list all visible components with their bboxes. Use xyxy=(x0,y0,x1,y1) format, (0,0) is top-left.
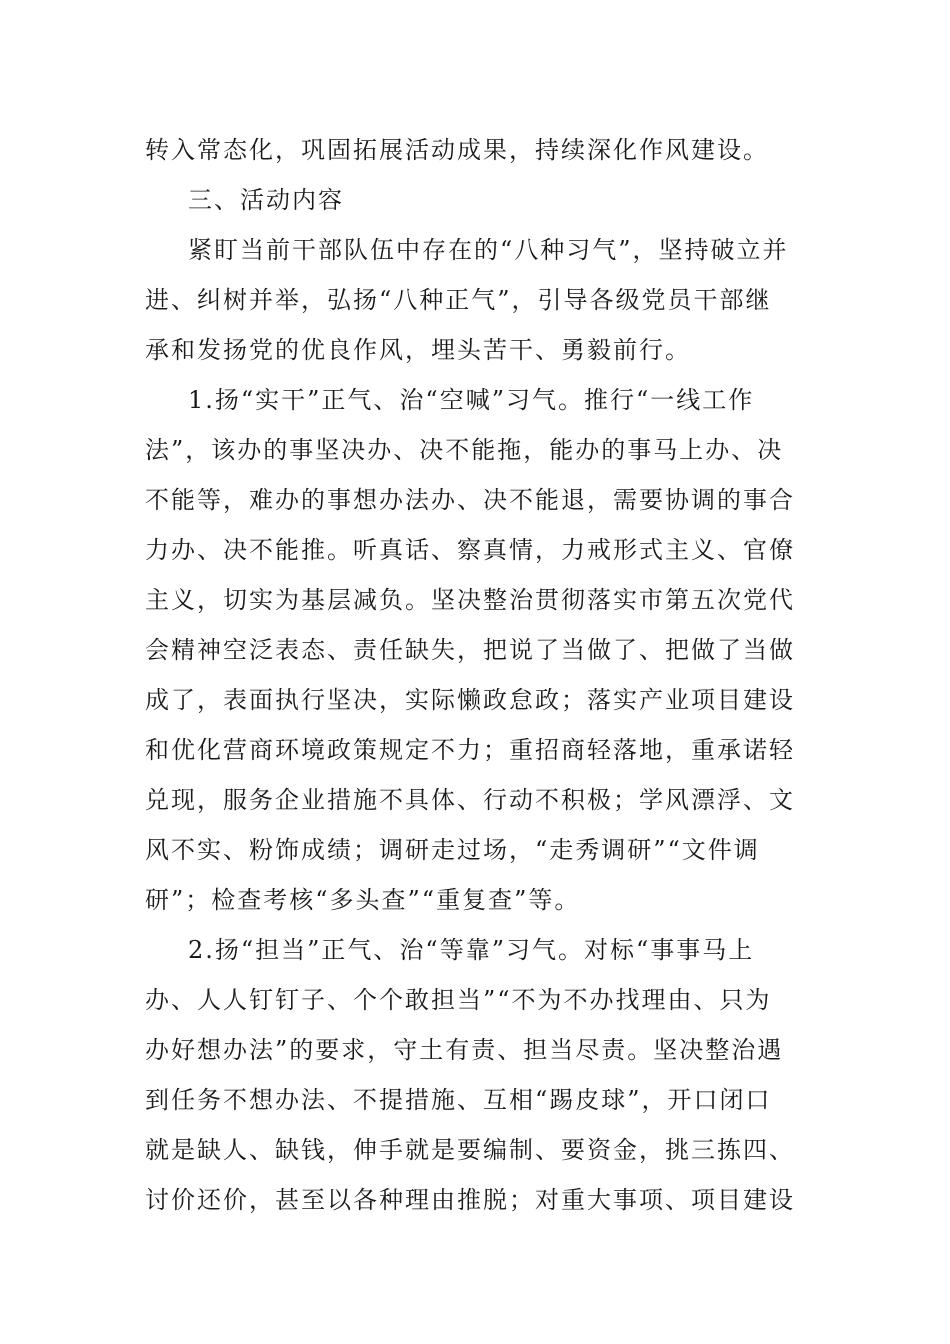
text-line: 进、纠树并举，弘扬“八种正气”，引导各级党员干部继 xyxy=(145,286,772,314)
text-line: 办好想办法”的要求，守土有责、担当尽责。坚决整治遇 xyxy=(145,1036,784,1064)
text-line: 1.扬“实干”正气、治“空喊”习气。推行“一线工作 xyxy=(188,386,755,414)
text-line: 法”，该办的事坚决办、决不能拖，能办的事马上办、决 xyxy=(145,436,784,464)
text-line: 研”；检查考核“多头查”“重复查”等。 xyxy=(145,886,581,914)
section-heading: 三、活动内容 xyxy=(188,186,344,214)
text-line: 转入常态化，巩固拓展活动成果，持续深化作风建设。 xyxy=(145,136,769,164)
text-line: 主义，切实为基层减负。坚决整治贯彻落实市第五次党代 xyxy=(145,586,795,614)
text-line: 风不实、粉饰成绩；调研走过场，“走秀调研”“文件调 xyxy=(145,836,760,864)
text-line: 兑现，服务企业措施不具体、行动不积极；学风漂浮、文 xyxy=(145,786,795,814)
text-line: 讨价还价，甚至以各种理由推脱；对重大事项、项目建设 xyxy=(145,1186,795,1214)
text-line: 力办、决不能推。听真话、察真情，力戒形式主义、官僚 xyxy=(145,536,795,564)
text-line: 办、人人钉钉子、个个敢担当”“不为不办找理由、只为 xyxy=(145,986,772,1014)
text-line: 不能等，难办的事想办法办、决不能退，需要协调的事合 xyxy=(145,486,795,514)
text-line: 会精神空泛表态、责任缺失，把说了当做了、把做了当做 xyxy=(145,636,795,664)
text-line: 就是缺人、缺钱，伸手就是要编制、要资金，挑三拣四、 xyxy=(145,1136,795,1164)
text-line: 成了，表面执行坚决，实际懒政怠政；落实产业项目建设 xyxy=(145,686,795,714)
text-line: 和优化营商环境政策规定不力；重招商轻落地，重承诺轻 xyxy=(145,736,795,764)
text-line: 到任务不想办法、不提措施、互相“踢皮球”，开口闭口 xyxy=(145,1086,772,1114)
text-line: 紧盯当前干部队伍中存在的“八种习气”，坚持破立并 xyxy=(188,236,789,264)
text-line: 2.扬“担当”正气、治“等靠”习气。对标“事事马上 xyxy=(188,936,755,964)
text-line: 承和发扬党的优良作风，埋头苦干、勇毅前行。 xyxy=(145,336,691,364)
